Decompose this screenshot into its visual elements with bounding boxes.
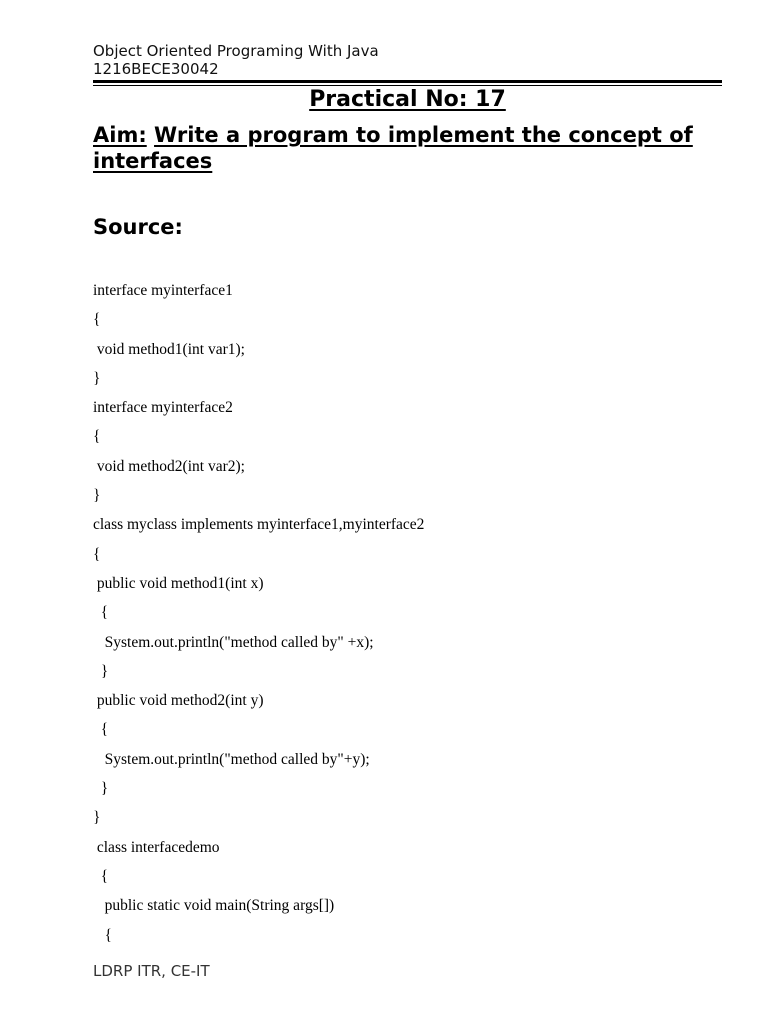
source-heading: Source: xyxy=(93,215,183,239)
code-line: { xyxy=(93,721,109,739)
code-line: { xyxy=(93,926,113,944)
course-title: Object Oriented Programing With Java xyxy=(93,42,379,60)
code-line: { xyxy=(93,545,101,563)
code-line: { xyxy=(93,867,109,885)
code-line: } xyxy=(93,809,101,827)
page-header xyxy=(93,42,379,78)
code-line: { xyxy=(93,311,101,329)
header-rule-thick xyxy=(93,80,722,83)
header-rule-thin xyxy=(93,85,722,86)
aim-label: Aim: xyxy=(93,123,147,147)
code-line: public void method1(int x) xyxy=(93,574,264,592)
code-line: } xyxy=(93,487,101,505)
code-line: { xyxy=(93,428,101,446)
code-line: interface myinterface1 xyxy=(93,282,233,299)
page-footer: LDRP ITR, CE-IT xyxy=(93,962,210,980)
code-line: class myclass implements myinterface1,myinterface2 xyxy=(93,516,425,534)
practical-title: Practical No: 17 xyxy=(309,87,506,112)
aim-text: Write a program to implement the concept of interfaces xyxy=(93,123,693,173)
code-line: { xyxy=(93,604,109,622)
code-line: } xyxy=(93,369,101,387)
code-line: System.out.println("method called by" +x); xyxy=(93,633,374,651)
code-line: public void method2(int y) xyxy=(93,692,264,710)
code-line: void method2(int var2); xyxy=(93,457,245,475)
aim-statement xyxy=(93,122,733,174)
source-code-listing xyxy=(93,280,733,954)
code-line: public static void main(String args[]) xyxy=(93,897,335,915)
code-line: class interfacedemo xyxy=(93,838,220,856)
code-line: System.out.println("method called by"+y); xyxy=(93,750,370,768)
code-line: void method1(int var1); xyxy=(93,340,245,358)
code-line: } xyxy=(93,662,109,680)
code-line: interface myinterface2 xyxy=(93,399,233,417)
code-line: } xyxy=(93,780,109,798)
enrollment-number: 1216BECE30042 xyxy=(93,60,219,78)
